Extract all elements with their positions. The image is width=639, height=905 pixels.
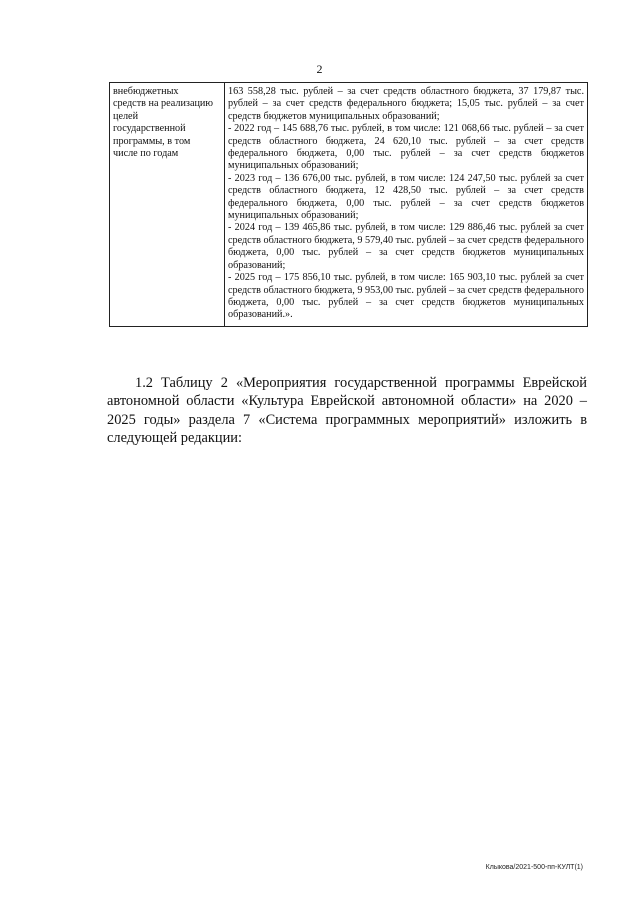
table-row xyxy=(110,83,588,327)
value-line-2023: - 2023 год – 136 676,00 тыс. рублей, в том числе: 124 247,50 тыс. рублей за счет средств областного бюджета, 12 428,50 тыс. рублей – за счет средств федерального бюджета, 0,00 тыс. рублей – за счет средств бюджетов муниципальных образований; xyxy=(228,172,584,222)
footer-reference: Клыкова/2021-500-пп-КУЛТ(1) xyxy=(485,864,583,871)
value-line-2024: - 2024 год – 139 465,86 тыс. рублей, в том числе: 129 886,46 тыс. рублей за счет средств областного бюджета, 9 579,40 тыс. рублей – за счет средств федерального бюджета, 0,00 тыс. рублей – за счет средств бюджетов муниципальных образований; xyxy=(228,222,584,271)
label-line: внебюджетных xyxy=(113,86,179,97)
value-line: 163 558,28 тыс. рублей – за счет средств областного бюджета, 37 179,87 тыс. рублей – за счет средств федерального бюджета; 15,05 тыс. рублей – за счет средств бюджетов муниципальных образований; xyxy=(228,86,584,122)
label-line: программы, в том xyxy=(113,135,191,147)
label-line: целей xyxy=(113,110,139,122)
funding-table xyxy=(109,82,588,327)
value-line-2022: - 2022 год – 145 688,76 тыс. рублей, в том числе: 121 068,66 тыс. рублей – за счет средств областного бюджета, 24 620,10 тыс. рублей – за счет средств федерального бюджета, 0,00 тыс. рублей – за счет средств бюджетов муниципальных образований; xyxy=(228,123,584,172)
label-line: средств на реализацию xyxy=(113,98,213,110)
page-number: 2 xyxy=(316,62,323,76)
label-line: числе по годам xyxy=(113,148,179,160)
body-paragraph: 1.2 Таблицу 2 «Мероприятия государственной программы Еврейской автономной области «Культура Еврейской автономной области» на 2020 – 2025 годы» раздела 7 «Система программных мероприятий» изложить в следующей редакции: xyxy=(107,375,587,447)
table-label-cell xyxy=(110,83,225,327)
value-line-2025: - 2025 год – 175 856,10 тыс. рублей, в том числе: 165 903,10 тыс. рублей за счет средств областного бюджета, 9 953,00 тыс. рублей – за счет средств федерального бюджета, 0,00 тыс. рублей – за счет средств бюджетов муниципальных образований.». xyxy=(228,272,584,321)
table-value-cell xyxy=(225,83,588,327)
label-line: государственной xyxy=(113,123,186,135)
